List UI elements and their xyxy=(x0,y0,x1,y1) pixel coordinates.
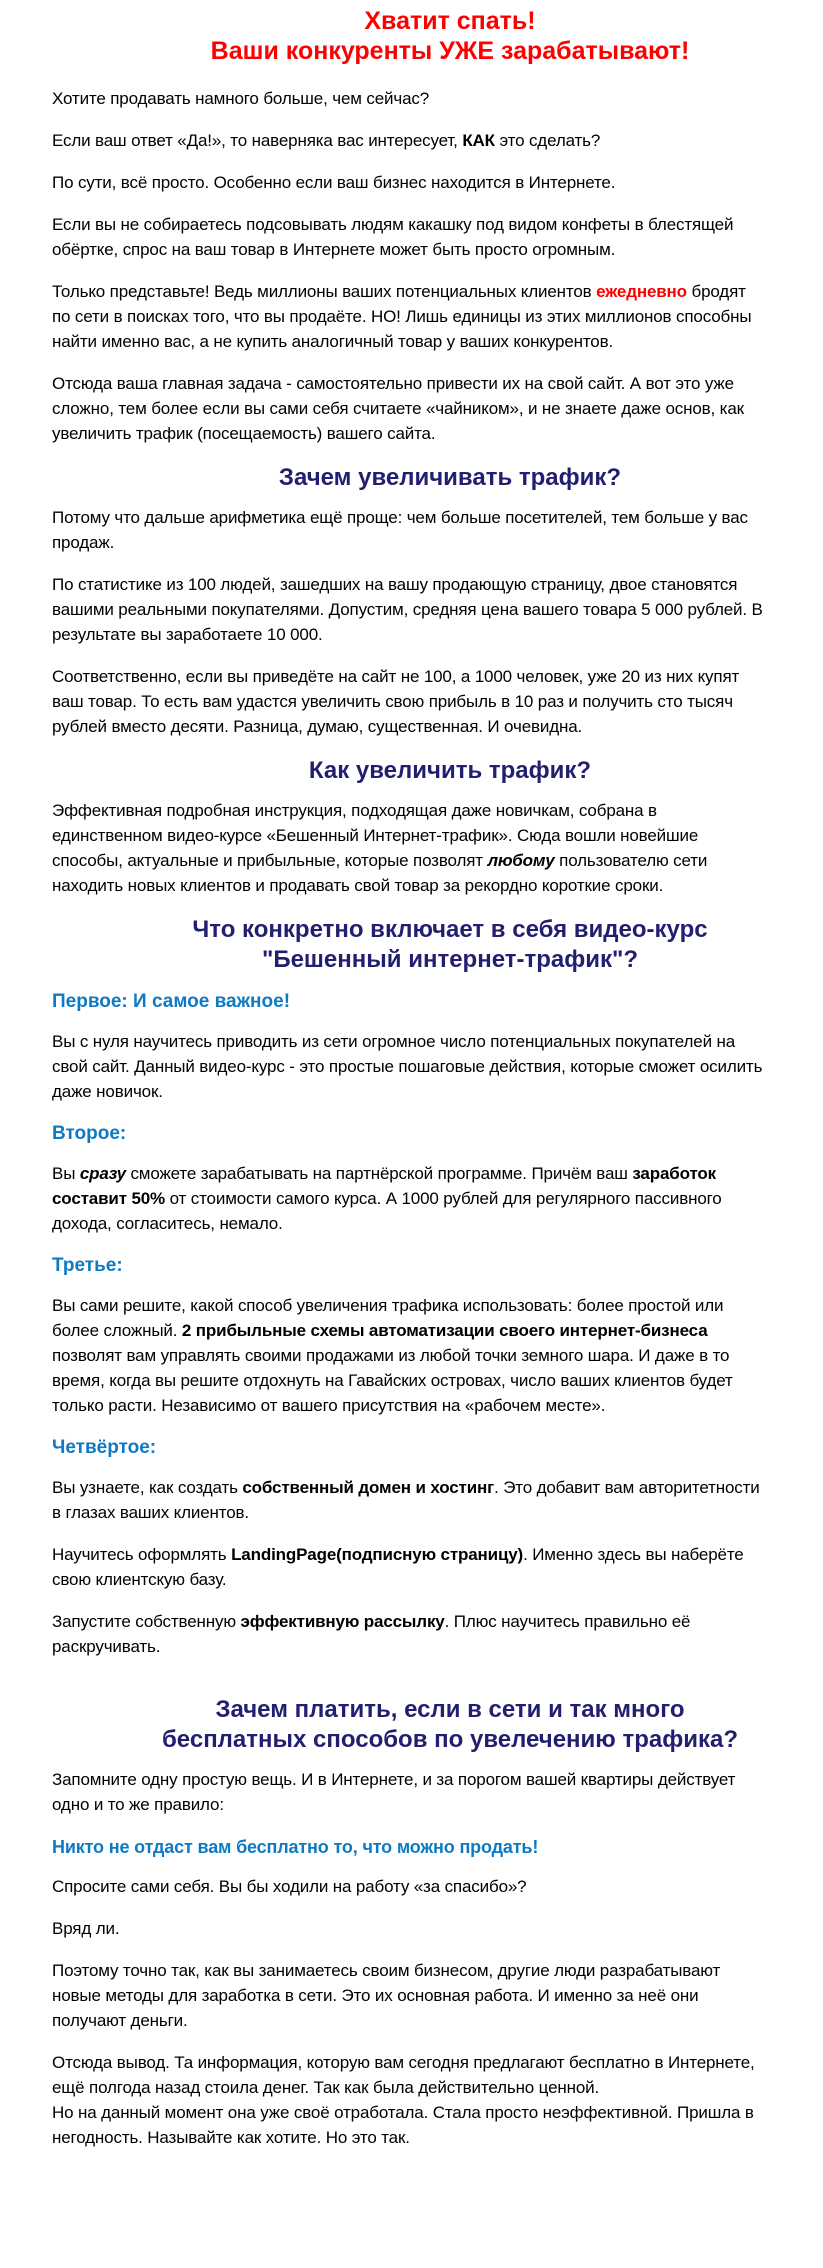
paragraph xyxy=(52,128,764,153)
text-segment: Эффективная подробная инструкция, подходящая даже новичкам, собрана в единственном видео-курсе «Бешенный Интернет-трафик». Сюда вошли новейшие способы, актуальные и прибыльные, которые позволят xyxy=(52,801,699,870)
paragraph xyxy=(52,1293,764,1418)
paragraph: Вы с нуля научитесь приводить из сети огромное число потенциальных покупателей на свой сайт. Данный видео-курс - это простые пошаговые действия, которые сможет осилить даже новичок. xyxy=(52,1032,763,1101)
text-segment: Но на данный момент она уже своё отработала. Стала просто неэффективной. Пришла в негодность. Называйте как хотите. Но это так. xyxy=(52,2103,754,2147)
red-highlight-text: ежедневно xyxy=(596,282,687,301)
why-pay-heading-line-2: бесплатных способов по увелечению трафика? xyxy=(161,1726,739,1753)
paragraph: Вряд ли. xyxy=(52,1919,120,1938)
text-segment: . Это добавит вам авторитетности в глазах ваших клиентов. xyxy=(52,1478,760,1522)
text-segment: сможете зарабатывать на партнёрской программе. Причём ваш xyxy=(125,1164,633,1183)
paragraph: Запомните одну простую вещь. И в Интернете, и за порогом вашей квартиры действует одно и то же правило: xyxy=(52,1770,736,1814)
text-segment: от стоимости самого курса. А 1000 рублей для регулярного пассивного дохода, согласитесь, немало. xyxy=(52,1189,722,1233)
subheading-second: Второе: xyxy=(52,1123,127,1144)
course-heading-line-1: Что конкретно включает в себя видео-курс xyxy=(192,916,708,943)
page-title xyxy=(52,6,823,66)
text-segment: Вы xyxy=(52,1164,80,1183)
text-segment: Если ваш ответ «Да!», то наверняка вас интересует, xyxy=(52,131,463,150)
text-segment: Отсюда вывод. Та информация, которую вам сегодня предлагают бесплатно в Интернете, ещё полгода назад стоила денег. Так как была действительно ценной. xyxy=(52,2053,755,2097)
bold-text: КАК xyxy=(462,131,495,150)
paragraph: Хотите продавать намного больше, чем сейчас? xyxy=(52,89,430,108)
paragraph xyxy=(52,798,764,898)
paragraph xyxy=(52,1161,764,1236)
paragraph: Соответственно, если вы приведёте на сайт не 100, а 1000 человек, уже 20 из них купят ваш товар. То есть вам удастся увеличить свою прибыль в 10 раз и получить сто тысяч рублей вместо десяти. Разница, думаю, существенная. И очевидна. xyxy=(52,667,740,736)
text-segment: Вы узнаете, как создать xyxy=(52,1478,243,1497)
paragraph: Отсюда ваша главная задача - самостоятельно привести их на свой сайт. А вот это уже сложно, тем более если вы сами себя считаете «чайником», и не знаете даже основ, как увеличить трафик (посещаемость) вашего сайта. xyxy=(52,374,744,443)
section-heading-why-pay xyxy=(52,1695,823,1755)
paragraph xyxy=(52,1475,764,1525)
paragraph: Если вы не собираетесь подсовывать людям какашку под видом конфеты в блестящей обёртке, спрос на ваш товар в Интернете может быть просто огромным. xyxy=(52,215,734,259)
subheading-fourth: Четвёртое: xyxy=(52,1437,157,1458)
text-segment: бродят по сети в поисках того, что вы продаёте. НО! Лишь единицы из этих миллионов способны найти именно вас, а не купить аналогичный товар у ваших конкурентов. xyxy=(52,282,752,351)
bold-text: собственный домен и хостинг xyxy=(242,1478,495,1497)
text-segment: . Именно здесь вы наберёте свою клиентскую базу. xyxy=(52,1545,744,1589)
text-segment: позволят вам управлять своими продажами из любой точки земного шара. И даже в то время, когда вы решите отдохнуть на Гавайских островах, число ваших клиентов будет только расти. Независимо от вашего присутствия на «рабочем месте». xyxy=(52,1346,733,1415)
paragraph: По статистике из 100 людей, зашедших на вашу продающую страницу, двое становятся вашими реальными покупателями. Допустим, средняя цена вашего товара 5 000 рублей. В результате вы заработаете 10 000. xyxy=(52,575,763,644)
text-segment: Запустите собственную xyxy=(52,1612,241,1631)
section-heading-course-contents xyxy=(52,915,823,975)
sales-letter-page xyxy=(52,0,823,2150)
subheading-first: Первое: И самое важное! xyxy=(52,991,291,1012)
paragraph xyxy=(52,1542,764,1592)
page-title-line-2: Ваши конкуренты УЖЕ зарабатывают! xyxy=(210,37,690,65)
paragraph: Спросите сами себя. Вы бы ходили на работу «за спасибо»? xyxy=(52,1877,527,1896)
bold-text: 2 прибыльные схемы автоматизации своего интернет-бизнеса xyxy=(181,1321,708,1340)
text-segment: Вы сами решите, какой способ увеличения трафика использовать: более простой или более сложный. xyxy=(52,1296,724,1340)
bold-text: эффективную рассылку xyxy=(240,1612,445,1631)
bold-text: LandingPage(подписную страницу) xyxy=(231,1545,524,1564)
bold-italic-text: сразу xyxy=(79,1164,126,1183)
paragraph: По сути, всё просто. Особенно если ваш бизнес находится в Интернете. xyxy=(52,173,616,192)
paragraph xyxy=(52,1609,764,1659)
bold-text: заработок составит 50% xyxy=(52,1164,716,1208)
highlighted-rule-text: Никто не отдаст вам бесплатно то, что можно продать! xyxy=(52,1837,539,1857)
page-title-line-1: Хватит спать! xyxy=(364,7,536,35)
paragraph xyxy=(52,2050,764,2150)
paragraph: Потому что дальше арифметика ещё проще: чем больше посетителей, тем больше у вас продаж. xyxy=(52,508,748,552)
text-segment: это сделать? xyxy=(494,131,601,150)
paragraph: Поэтому точно так, как вы занимаетесь своим бизнесом, другие люди разрабатывают новые методы для заработка в сети. Это их основная работа. И именно за неё они получают деньги. xyxy=(52,1961,721,2030)
subheading-third: Третье: xyxy=(52,1255,123,1276)
bold-italic-text: любому xyxy=(487,851,555,870)
text-segment: . Плюс научитесь правильно её раскручивать. xyxy=(52,1612,691,1656)
text-segment: пользователю сети находить новых клиентов и продавать свой товар за рекордно короткие сроки. xyxy=(52,851,708,895)
text-segment: Только представьте! Ведь миллионы ваших потенциальных клиентов xyxy=(52,282,597,301)
why-pay-heading-line-1: Зачем платить, если в сети и так много xyxy=(215,1696,685,1723)
section-heading-how-increase-traffic: Как увеличить трафик? xyxy=(308,757,592,784)
course-heading-line-2: "Бешенный интернет-трафик"? xyxy=(261,946,639,973)
paragraph xyxy=(52,279,764,354)
section-heading-why-increase-traffic: Зачем увеличивать трафик? xyxy=(278,464,622,491)
text-segment: Научитесь оформлять xyxy=(52,1545,232,1564)
